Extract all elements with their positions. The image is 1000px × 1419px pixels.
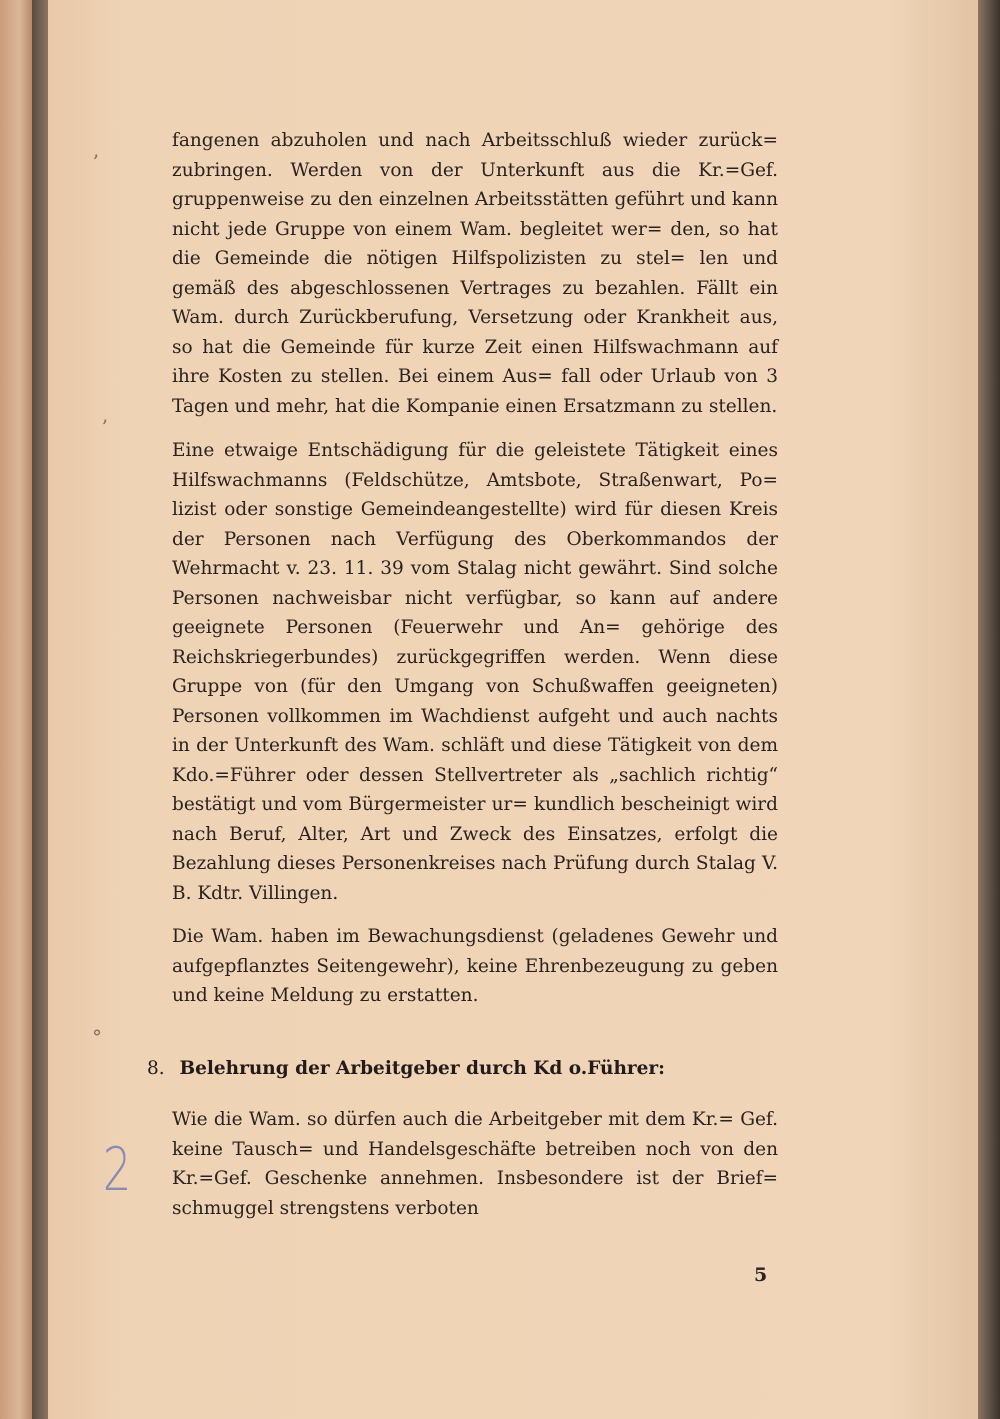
section-number: 8.	[147, 1058, 165, 1079]
binding-gutter	[32, 0, 48, 1419]
paragraph: fangenen abzuholen und nach Arbeitsschluß wieder zurück= zubringen. Werden von der Unterkunft aus die Kr.=Gef. gruppenweise zu den einzelnen Arbeitsstätten geführt und kann nicht jede Gruppe von einem Wam. begleitet wer= den, so hat die Gemeinde die nötigen Hilfspolizisten zu stel= len und gemäß des abgeschlossenen Vertrages zu bezahlen. Fällt ein Wam. durch Zurückberufung, Versetzung oder Krankheit aus, so hat die Gemeinde für kurze Zeit einen Hilfswachmann auf ihre Kosten zu stellen. Bei einem Aus= fall oder Urlaub von 3 Tagen und mehr, hat die Kompanie einen Ersatzmann zu stellen.	[172, 130, 778, 417]
margin-speck: ʼ	[101, 415, 108, 439]
section-heading	[147, 1058, 787, 1079]
margin-speck: ʼ	[92, 150, 99, 174]
body-text	[172, 126, 778, 1025]
margin-speck: °	[92, 1025, 102, 1049]
paragraph: Wie die Wam. so dürfen auch die Arbeitgeber mit dem Kr.= Gef. keine Tausch= und Handelsgeschäfte betreiben noch von den Kr.=Gef. Geschenke annehmen. Insbesondere ist der Brief= schmuggel strengstens verboten	[172, 1109, 778, 1219]
section-body	[172, 1105, 778, 1223]
right-page-edge	[978, 0, 1000, 1419]
previous-page-edge	[0, 0, 32, 1419]
page-number: 5	[754, 1264, 768, 1286]
handwritten-mark: 2	[102, 1135, 132, 1205]
section-title: Belehrung der Arbeitgeber durch Kd o.Führer:	[179, 1058, 666, 1079]
paragraph: Eine etwaige Entschädigung für die geleistete Tätigkeit eines Hilfswachmanns (Feldschütze, Amtsbote, Straßenwart, Po= lizist oder sonstige Gemeindeangestellte) wird für diesen Kreis der Personen nach Verfügung des Oberkommandos der Wehrmacht v. 23. 11. 39 vom Stalag nicht gewährt. Sind solche Personen nachweisbar nicht verfügbar, so kann auf andere geeignete Personen (Feuerwehr und An= gehörige des Reichskriegerbundes) zurückgegriffen werden. Wenn diese Gruppe von (für den Umgang von Schußwaffen geeigneten) Personen vollkommen im Wachdienst aufgeht und auch nachts in der Unterkunft des Wam. schläft und diese Tätigkeit von dem Kdo.=Führer oder dessen Stellvertreter als „sachlich richtig“ bestätigt und vom Bürgermeister ur= kundlich bescheinigt wird nach Beruf, Alter, Art und Zweck des Einsatzes, erfolgt die Bezahlung dieses Personenkreises nach Prüfung durch Stalag V. B. Kdtr. Villingen.	[172, 440, 778, 904]
paragraph: Die Wam. haben im Bewachungsdienst (geladenes Gewehr und aufgepflanztes Seitengewehr), keine Ehrenbezeugung zu geben und keine Meldung zu erstatten.	[172, 926, 778, 1006]
